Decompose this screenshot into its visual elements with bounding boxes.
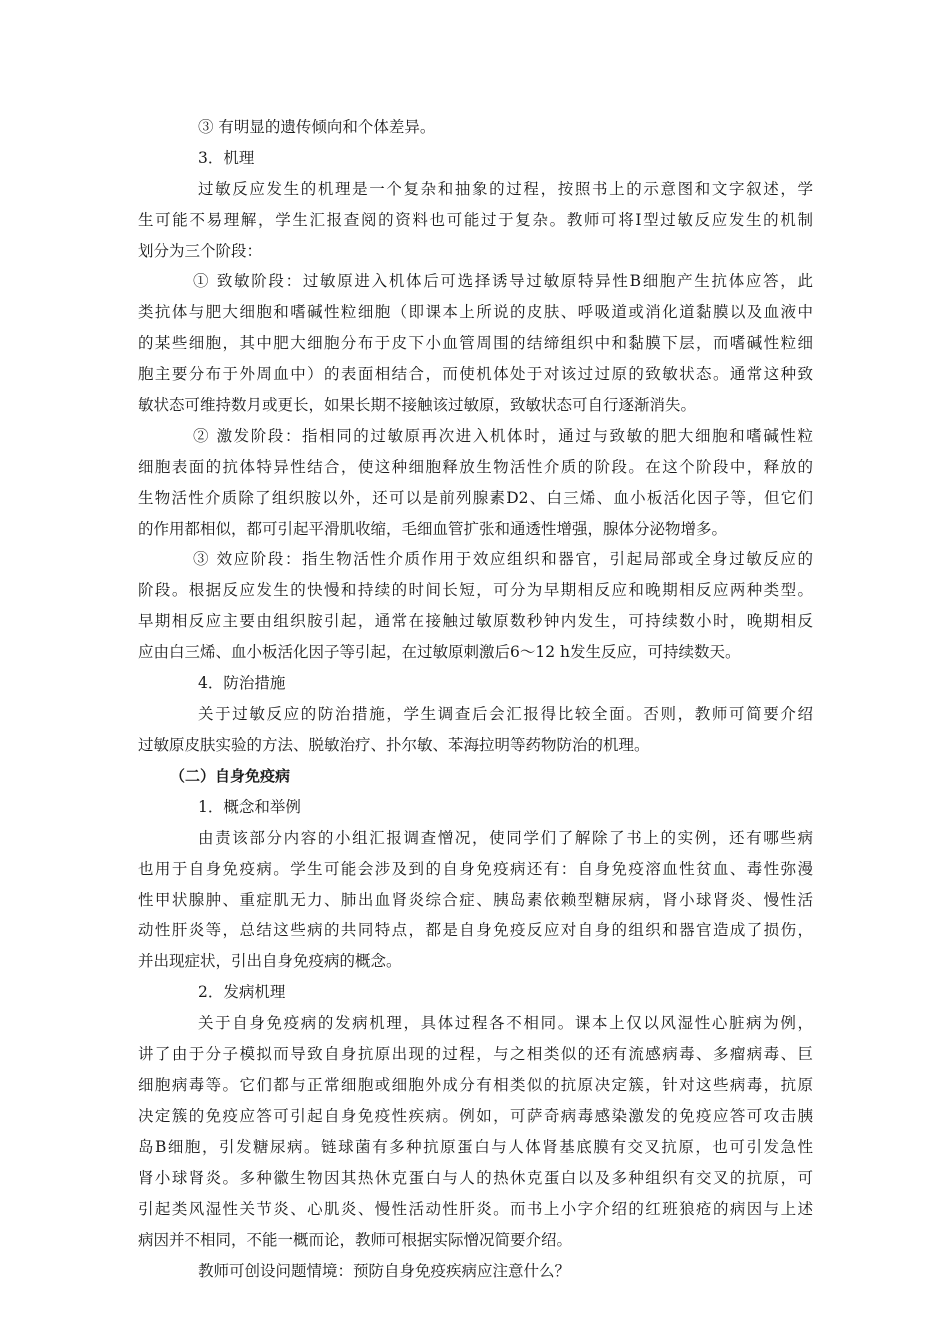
stage-3-line: 应由白三烯、血小板活化因子等引起，在过敏原刺激后6～12 h发生反应，可持续数天。: [138, 643, 741, 661]
stage-2-line: 生物活性介质除了组织胺以外，还可以是前列腺素D2、白三烯、血小板活化因子等，但它们: [138, 489, 813, 507]
stage-2-line: 细胞表面的抗体特异性结合，使这种细胞释放生物活性介质的阶段。在这个阶段中，释放的: [138, 458, 813, 476]
pathogenesis-line: 肾小球肾炎。多种徽生物因其热休克蛋白与人的热休克蛋白以及多种组织有交叉的抗原，可: [138, 1169, 813, 1187]
concept-line: 由责该部分内容的小组汇报调查憎况，使同学们了解除了书上的实例，还有哪些病: [198, 829, 813, 847]
heading-pathogenesis: 2．发病机理: [198, 983, 286, 1001]
stage-1-line: 胞主要分布于外周血中）的表面相结合，而使机体处于对该过过原的致敏状态。通常这种致: [138, 365, 813, 383]
concept-line: 也用于自身免疫病。学生可能会涉及到的自身免疫病还有：自身免疫溶血性贫血、毒性弥漫: [138, 860, 813, 878]
stage-2-line: 的作用都相似，都可引起平滑肌收缩，毛细血管扩张和通透性增强，腺体分泌物增多。: [138, 520, 728, 538]
pathogenesis-line: 讲了由于分子模拟而导致自身抗原出现的过程，与之相类似的还有流感病毒、多瘤病毒、巨: [138, 1045, 813, 1063]
paragraph-line: 过敏反应发生的机理是一个复杂和抽象的过程，按照书上的示意图和文字叙述，学: [198, 180, 813, 198]
concept-line: 性甲状腺肿、重症肌无力、肺出血肾炎综合症、胰岛素依赖型糖尿病，肾小球肾炎、慢性活: [138, 891, 813, 909]
pathogenesis-line: 决定簇的免疫应答可引起自身免疫性疾病。例如，可萨奇病毒感染激发的免疫应答可攻击胰: [138, 1107, 813, 1125]
stage-3-line: 阶段。根据反应发生的快慢和持续的时间长短，可分为早期相反应和晚期相反应两种类型。: [138, 581, 813, 599]
stage-3-line: 早期相反应主要由组织胺引起，通常在接触过敏原数秒钟内发生，可持续数小时，晚期相反: [138, 612, 813, 630]
item-3: ③ 有明显的遗传倾向和个体差异。: [198, 118, 436, 136]
stage-3-line: ③ 效应阶段：指生物活性介质作用于效应组织和器官，引起局部或全身过敏反应的: [193, 550, 813, 568]
stage-1-line: ① 致敏阶段：过敏原进入机体后可选择诱导过敏原特异性B细胞产生抗体应答，此: [193, 272, 813, 290]
paragraph-line: 生可能不易理解，学生汇报查阅的资料也可能过于复杂。教师可将Ⅰ型过敏反应发生的机制: [138, 211, 813, 229]
prevention-line: 过敏原皮肤实验的方法、脱敏治疗、扑尔敏、苯海拉明等药物防治的机理。: [138, 736, 650, 754]
paragraph-line: 划分为三个阶段：: [138, 242, 263, 260]
pathogenesis-line: 细胞病毒等。它们都与正常细胞或细胞外成分有相类似的抗原决定簇，针对这些病毒，抗原: [138, 1076, 813, 1094]
closing-question: 教师可创设问题情境：预防自身免疫疾病应注意什么？: [198, 1262, 571, 1280]
heading-concept: 1．概念和举例: [198, 798, 301, 816]
stage-1-line: 的某些细胞，其中肥大细胞分布于皮下小血管周围的结缔组织中和黏膜下层，而嗜碱性粒细: [138, 334, 813, 352]
prevention-line: 关于过敏反应的防治措施，学生调查后会汇报得比较全面。否则，教师可简要介绍: [198, 705, 813, 723]
stage-1-line: 敏状态可维持数月或更长，如果长期不接触该过敏原，致敏状态可自行逐渐消失。: [138, 396, 697, 414]
concept-line: 动性肝炎等，总结这些病的共同特点，都是自身免疫反应对自身的组织和器官造成了损伤，: [138, 921, 813, 939]
heading-prevention: 4．防治措施: [198, 674, 286, 692]
stage-2-line: ② 激发阶段：指相同的过敏原再次进入机体时，通过与致敏的肥大细胞和嗜碱性粒: [193, 427, 813, 445]
pathogenesis-line: 引起类风湿性关节炎、心肌炎、慢性活动性肝炎。而书上小字介绍的红班狼疮的病因与上述: [138, 1200, 813, 1218]
concept-line: 并出现症状，引出自身免疫病的概念。: [138, 952, 402, 970]
pathogenesis-line: 关于自身免疫病的发病机理，具体过程各不相同。课本上仅以风湿性心脏病为例，: [198, 1014, 813, 1032]
section-title-autoimmune: （二）自身免疫病: [170, 767, 291, 785]
stage-1-line: 类抗体与肥大细胞和嗜碱性粒细胞（即课本上所说的皮肤、呼吸道或消化道黏膜以及血液中: [138, 303, 813, 321]
pathogenesis-line: 岛B细胞，引发糖尿病。链球菌有多种抗原蛋白与人体肾基底膜有交叉抗原，也可引发急性: [138, 1138, 813, 1156]
heading-mechanism: 3．机理: [198, 149, 255, 167]
pathogenesis-line: 病因并不相同，不能一概而论，教师可根据实际憎况简要介绍。: [138, 1231, 573, 1249]
